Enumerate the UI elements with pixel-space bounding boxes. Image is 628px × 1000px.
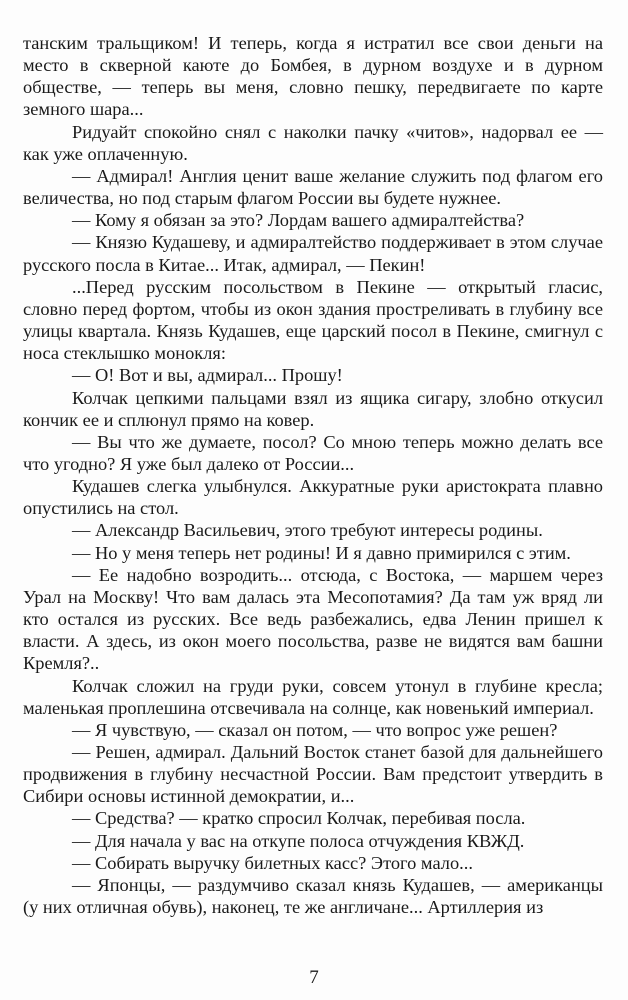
paragraph: — Японцы, — раздумчиво сказал князь Кудашев, — американцы (у них отличная обувь), наконец, те же англичане... Артиллерия из xyxy=(23,874,603,918)
paragraph: Ридуайт спокойно снял с наколки пачку «читов», надорвал ее — как уже оплаченную. xyxy=(23,121,603,164)
paragraph: Колчак сложил на груди руки, совсем утонул в глубине кресла; маленькая проплешина отсвечивала на солнце, как новенький империал. xyxy=(23,675,603,718)
paragraph: Колчак цепкими пальцами взял из ящика сигару, злобно откусил кончик ее и сплюнул прямо на ковер. xyxy=(23,387,603,430)
paragraph: Кудашев слегка улыбнулся. Аккуратные руки аристократа плавно опустились на стол. xyxy=(23,476,603,519)
paragraph: — О! Вот и вы, адмирал... Прошу! xyxy=(72,365,343,386)
paragraph: — Собирать выручку билетных касс? Этого мало... xyxy=(72,852,473,873)
body-text xyxy=(23,32,603,918)
paragraph: — Адмирал! Англия ценит ваше желание служить под флагом его величества, но под старым флагом России вы будете нужнее. xyxy=(23,165,603,209)
paragraph: танским тральщиком! И теперь, когда я истратил все свои деньги на место в скверной каюте до Бомбея, в дурном воздухе и в дурном обществе, — теперь вы меня, словно пешку, передвигаете по карте земного шара... xyxy=(23,33,603,120)
paragraph: — Я чувствую, — сказал он потом, — что вопрос уже решен? xyxy=(72,719,558,740)
paragraph: — Кому я обязан за это? Лордам вашего адмиралтейства? xyxy=(72,210,525,231)
paragraph: — Александр Васильевич, этого требуют интересы родины. xyxy=(72,520,543,541)
paragraph: — Вы что же думаете, посол? Со мною теперь можно делать все что угодно? Я уже был далеко от России... xyxy=(23,431,603,474)
paragraph: — Для начала у вас на откупе полоса отчуждения КВЖД. xyxy=(72,830,525,851)
paragraph: ...Перед русским посольством в Пекине — открытый гласис, словно перед фортом, чтобы из окон здания простреливать в глубину все улицы квартала. Князь Кудашев, еще царский посол в Пекине, смигнул с носа стеклышко монокля: xyxy=(23,276,603,364)
paragraph: — Князю Кудашеву, и адмиралтейство поддерживает в этом случае русского посла в Китае... Итак, адмирал, — Пекин! xyxy=(23,232,603,275)
paragraph: — Средства? — кратко спросил Колчак, перебивая посла. xyxy=(72,808,526,829)
paragraph: — Решен, адмирал. Дальний Восток станет базой для дальнейшего продвижения в глубину несчастной России. Вам предстоит утвердить в Сибири основы истинной демократии, и... xyxy=(23,742,603,807)
paragraph: — Но у меня теперь нет родины! И я давно примирился с этим. xyxy=(72,542,571,563)
page-number: 7 xyxy=(309,967,319,988)
paragraph: — Ее надобно возродить... отсюда, с Востока, — маршем через Урал на Москву! Что вам далась эта Месопотамия? Да там уж вряд ли кто остался из русских. Все ведь разбежались, едва Ленин пришел к власти. А здесь, из окон моего посольства, разве не видятся вам башни Кремля?.. xyxy=(23,564,603,674)
